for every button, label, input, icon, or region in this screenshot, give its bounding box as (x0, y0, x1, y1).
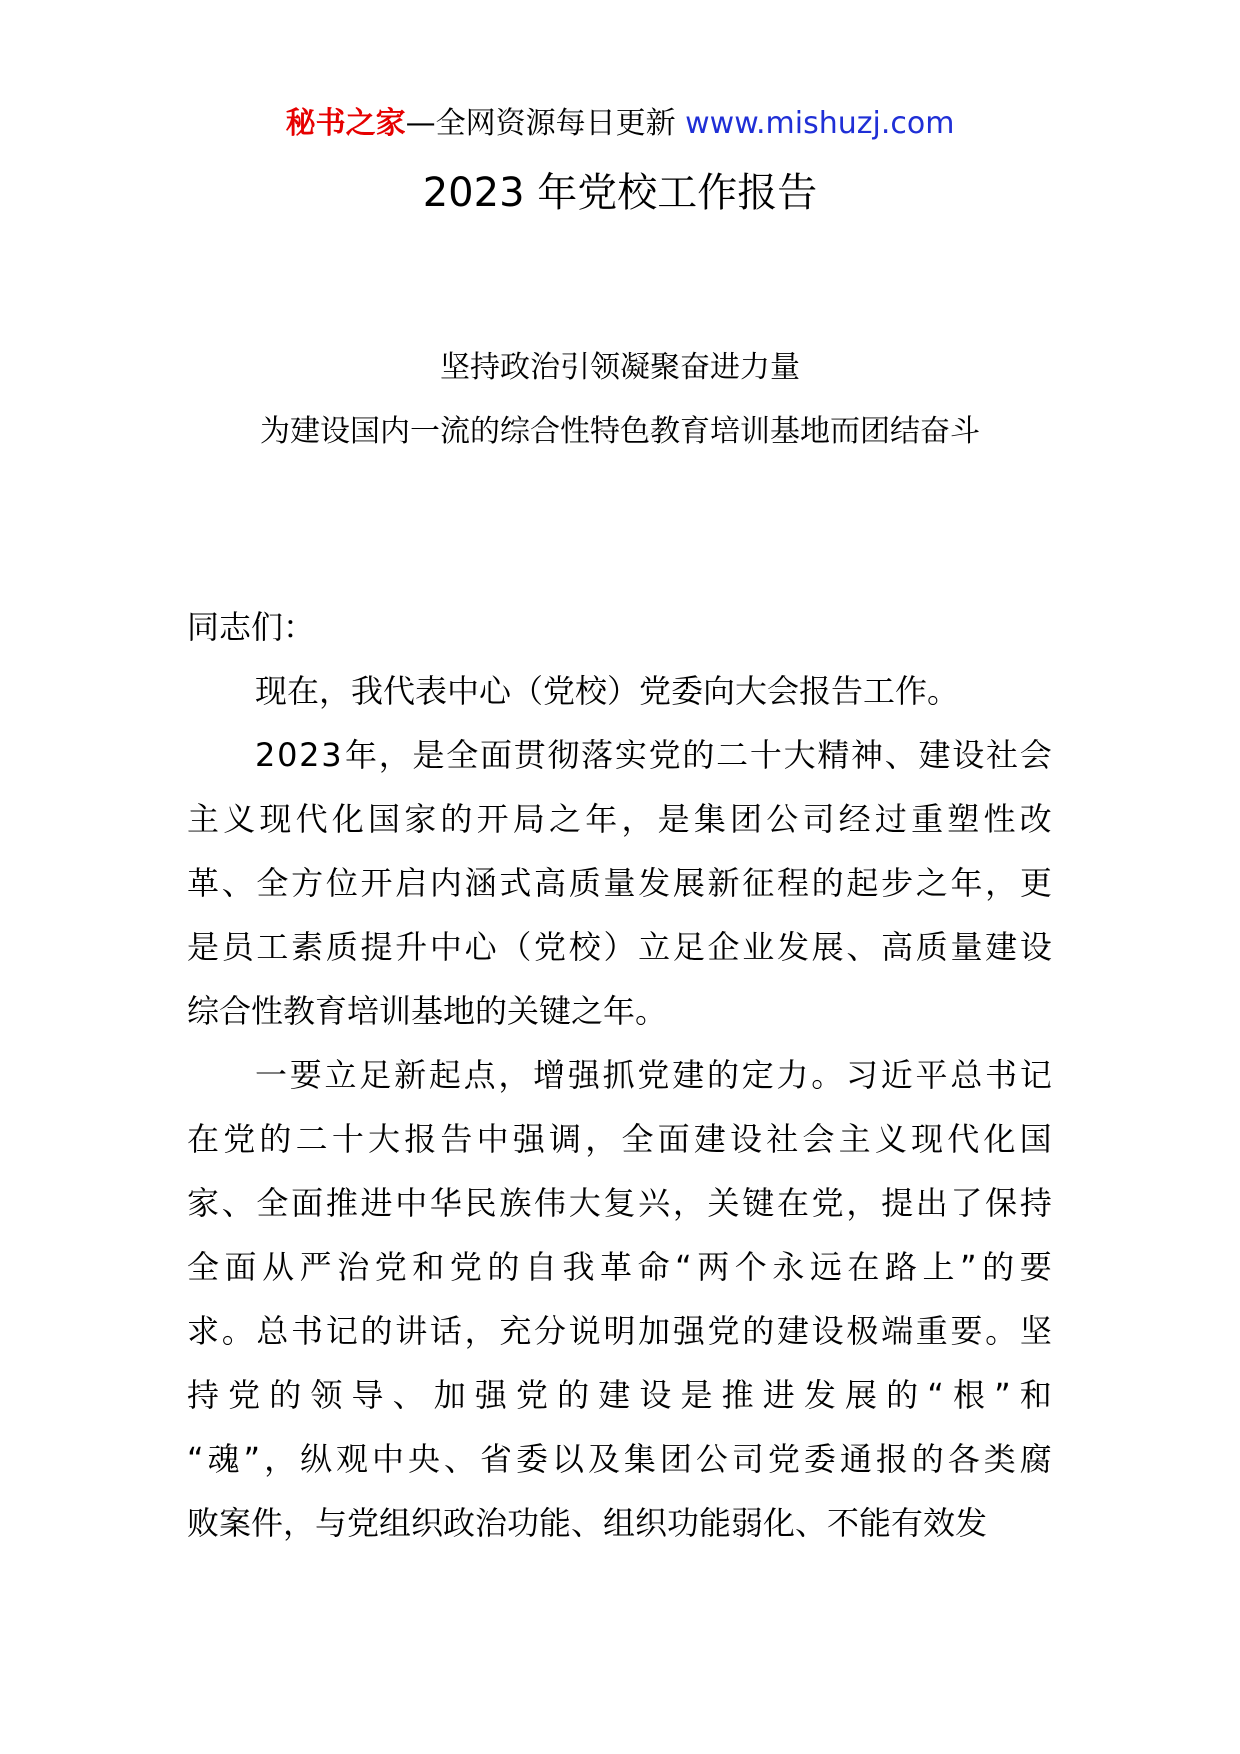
paragraph-3-line: 在 党 的 二 十 大 报 告 中 强 调 ， 全 面 建 设 社 会 主 义 现 代 化 国 (187, 1120, 1052, 1158)
paragraph-2-line: 综合性教育培训基地的关键之年。 (187, 992, 668, 1030)
paragraph-3-line: 一 要 立 足 新 起 点 ， 增 强 抓 党 建 的 定 力 。 习 近 平 总 书 记 (255, 1056, 1052, 1094)
paragraph-3-line: 全 面 从 严 治 党 和 党 的 自 我 革 命 “ 两 个 永 远 在 路 上 ” 的 要 (187, 1248, 1052, 1286)
paragraph-1-text: 现在，我代表中心（党校）党委向大会报告工作。 (255, 672, 960, 710)
paragraph-2-line: 主 义 现 代 化 国 家 的 开 局 之 年 ， 是 集 团 公 司 经 过 重 塑 性 改 (187, 800, 1052, 838)
paragraph-2 (187, 733, 1052, 1033)
paragraph-2-line: 是 员 工 素 质 提 升 中 心 （ 党 校 ） 立 足 企 业 发 展 、 高 质 量 建 设 (187, 928, 1052, 966)
site-header (0, 104, 1240, 144)
salutation: 同志们： (187, 608, 316, 646)
paragraph-3-line: 败案件，与党组织政治功能、组织功能弱化、不能有效发 (187, 1504, 988, 1542)
header-tagline: —全网资源每日更新 (405, 106, 686, 141)
paragraph-3-line: 持 党 的 领 导 、 加 强 党 的 建 设 是 推 进 发 展 的 “ 根 ” 和 (187, 1376, 1052, 1414)
paragraph-3-line: “ 魂 ” ， 纵 观 中 央 、 省 委 以 及 集 团 公 司 党 委 通 报 的 各 类 腐 (187, 1440, 1052, 1478)
paragraph-3-line: 家 、 全 面 推 进 中 华 民 族 伟 大 复 兴 ， 关 键 在 党 ， 提 出 了 保 持 (187, 1184, 1052, 1222)
paragraph-2-line: 革 、 全 方 位 开 启 内 涵 式 高 质 量 发 展 新 征 程 的 起 步 之 年 ， 更 (187, 864, 1052, 902)
subtitle-line-1: 坚持政治引领凝聚奋进力量 (440, 350, 800, 385)
brand-name: 秘书之家 (285, 106, 406, 141)
subtitle-line-2: 为建设国内一流的综合性特色教育培训基地而团结奋斗 (260, 414, 980, 449)
document-title: 2023 年党校工作报告 (422, 170, 818, 216)
paragraph-2-line: 2 0 2 3 年 ， 是 全 面 贯 彻 落 实 党 的 二 十 大 精 神 、 建 设 社 会 (255, 736, 1052, 774)
site-url-link[interactable]: www.mishuzj.com (685, 106, 955, 141)
paragraph-3-line: 求 。 总 书 记 的 讲 话 ， 充 分 说 明 加 强 党 的 建 设 极 端 重 要 。 坚 (187, 1312, 1052, 1350)
document-body (187, 605, 1052, 1565)
paragraph-3 (187, 1053, 1052, 1545)
paragraph-1 (187, 669, 1052, 713)
